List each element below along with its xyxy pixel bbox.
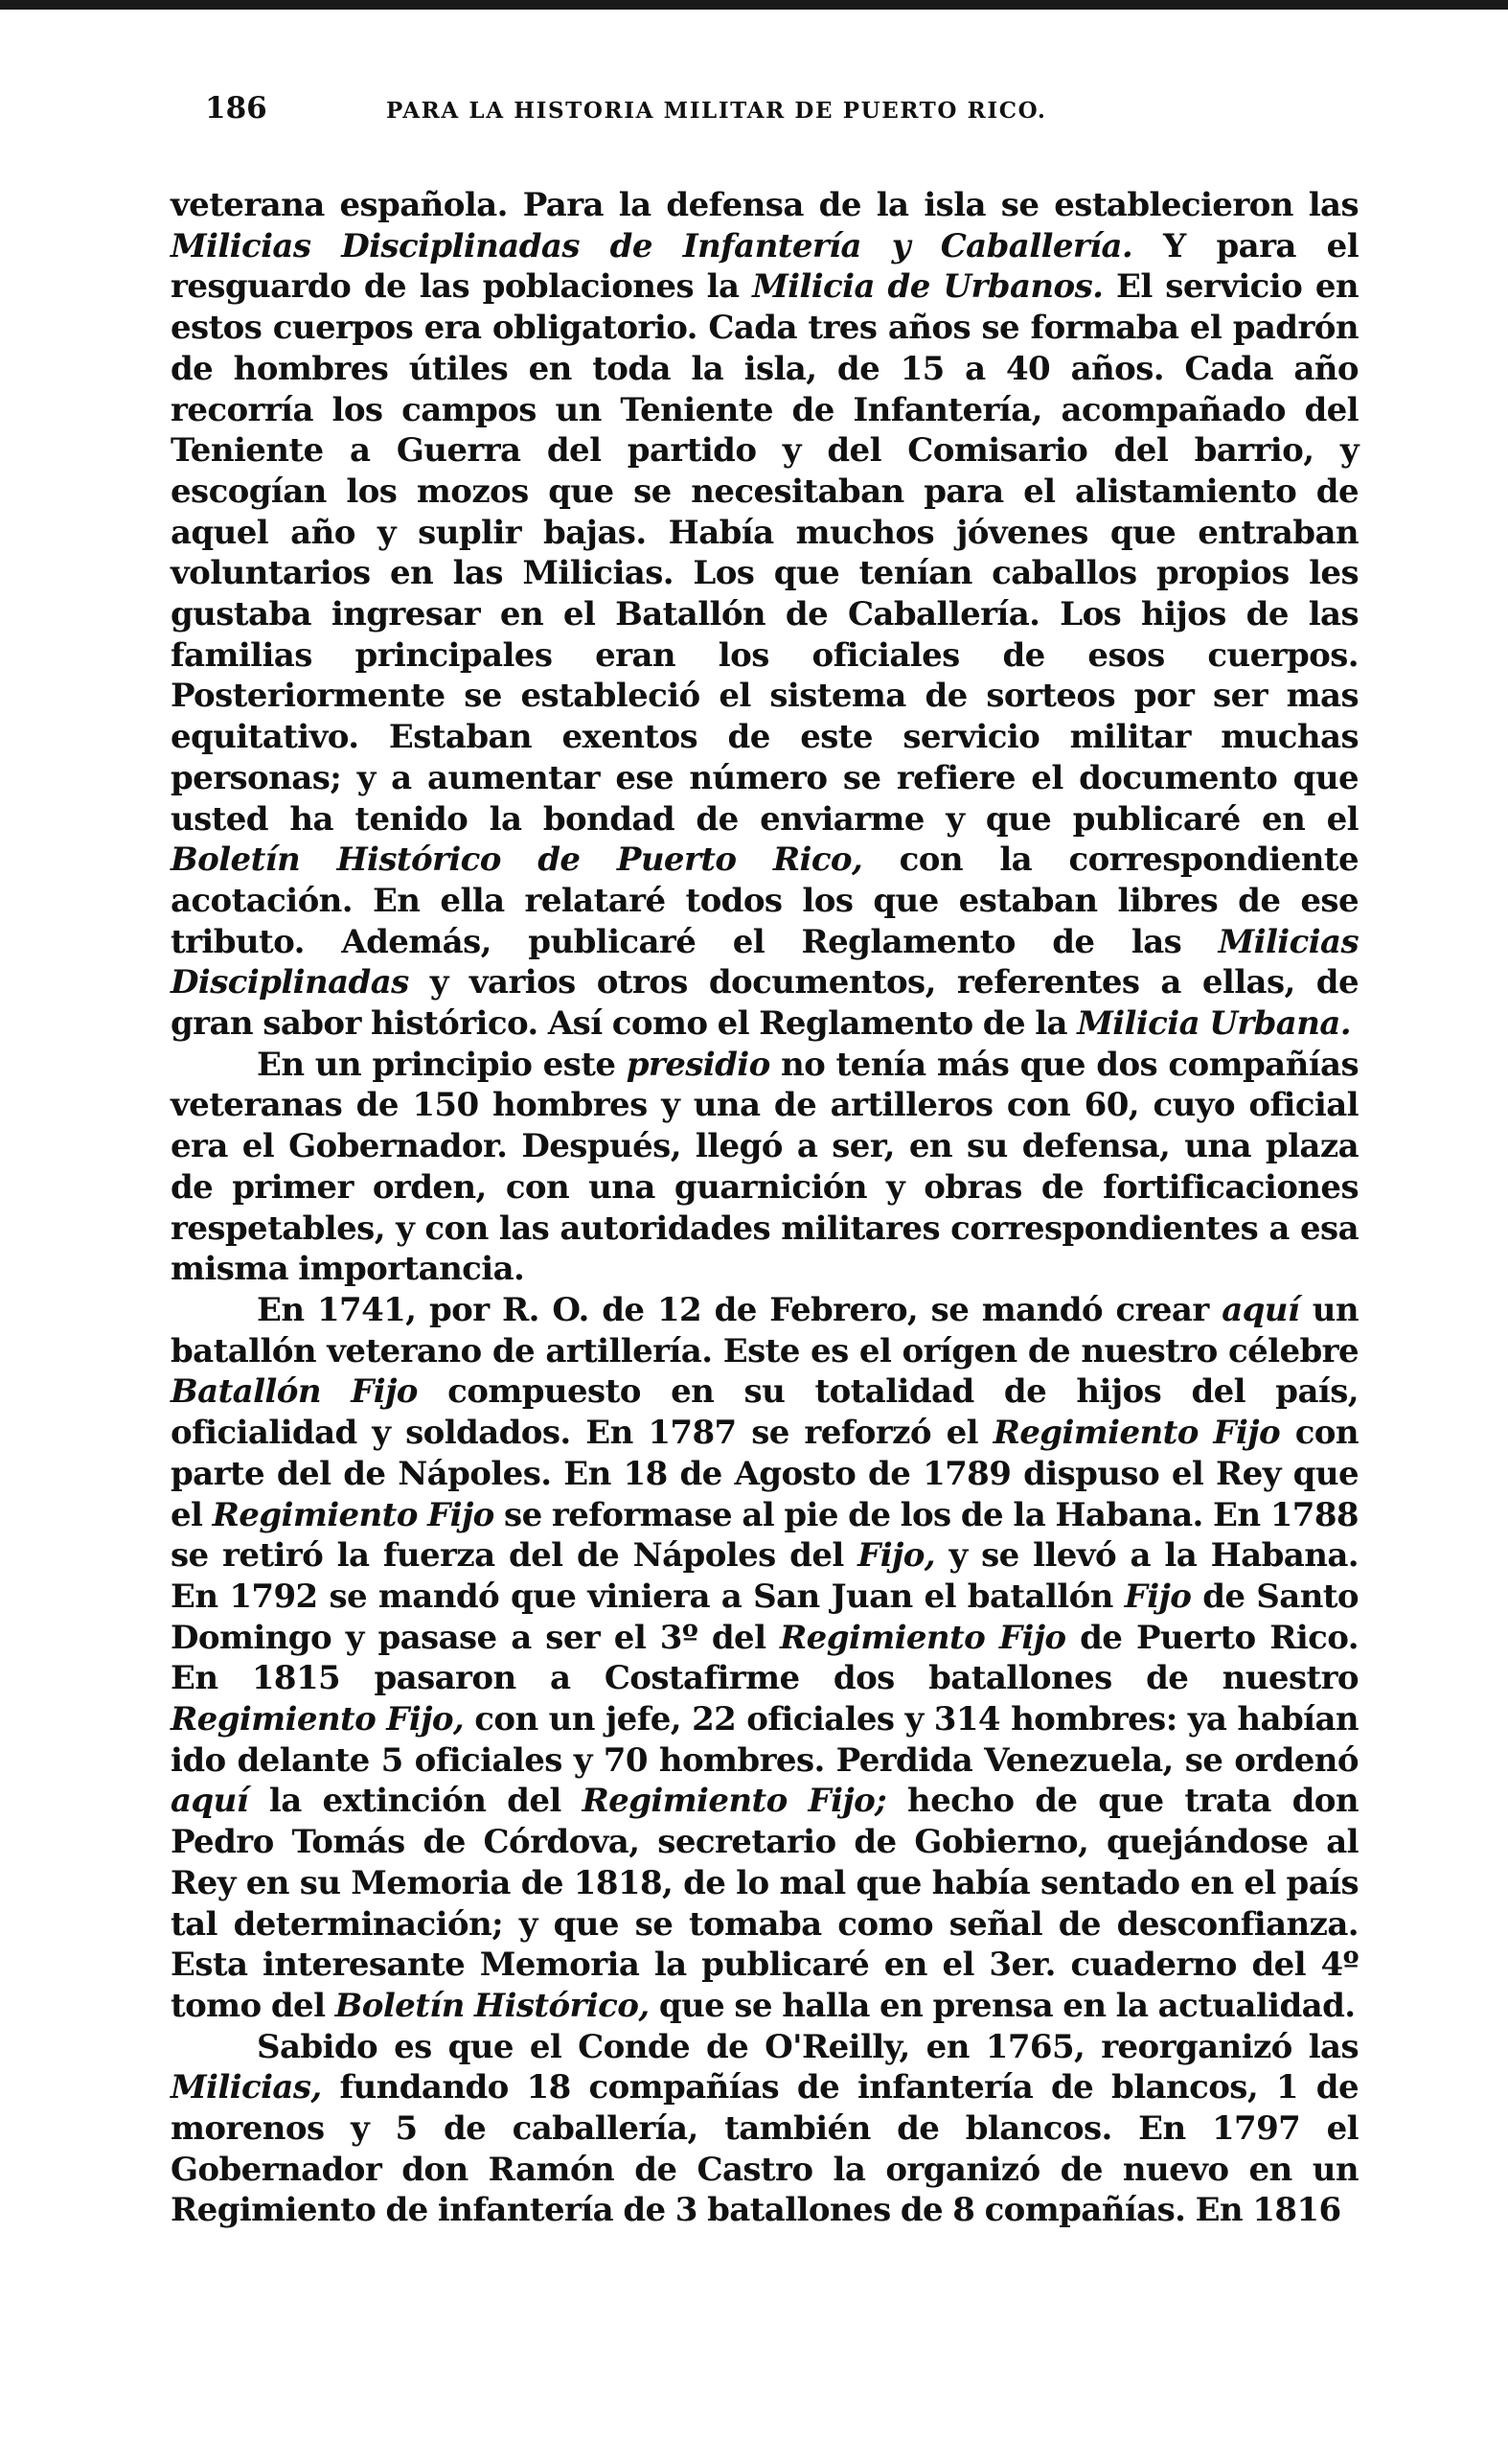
italic-text: Regimiento Fijo [212, 1495, 494, 1534]
page-number: 186 [205, 91, 267, 126]
text-run: El servicio en estos cuerpos era obligatorio. Cada tres años se formaba el padrón de hombres útiles en toda la isla, de 15 a 40 años. Cada año recorría los campos un Teniente de Infantería, acompañado del Teniente a Guerra del partido y del Comisario del barrio, y escogían los mozos que se necesitaban para el alistamiento de aquel año y suplir bajas. Había muchos jóvenes que entraban voluntarios en las Milicias. Los que tenían caballos propios les gustaba ingresar en el Batallón de Caballería. Los hijos de las familias principales eran los oficiales de esos cuerpos. Posteriormente se estableció el sistema de sorteos por ser mas equitativo. Estaban exentos de este servicio militar muchas personas; y a aumentar ese número se refiere el documento que usted ha tenido la bondad de enviarme y que publicaré en el [171, 267, 1359, 839]
page-top-edge [0, 0, 1508, 10]
italic-text: Regimiento Fijo [993, 1414, 1281, 1453]
text-run: que se halla en prensa en la actualidad. [649, 1986, 1356, 2025]
text-run: fundando 18 compañías de infantería de blancos, 1 de morenos y 5 de caballería, también de blancos. En 1797 el Gobernador don Ramón de Castro la organizó de nuevo en un Regimiento de infantería de 3 batallones de 8 compañías. En 1816 [171, 2068, 1359, 2230]
text-run: se reformase al pie de los de la Habana. En 1788 se retiró la fuerza del de Nápoles del [171, 1495, 1359, 1576]
text-run: En 1741, por R. O. de 12 de Febrero, se mandó crear [257, 1290, 1222, 1329]
text-run: Y para el resguardo de las poblaciones la [171, 226, 1359, 307]
text-run: un batallón veterano de artillería. Este es el orígen de nuestro célebre [171, 1290, 1359, 1370]
running-title: PARA LA HISTORIA MILITAR DE PUERTO RICO. [386, 98, 1047, 124]
text-run: y varios otros documentos, referentes a ellas, de gran sabor histórico. Así como el Reglamento de la [171, 963, 1359, 1044]
italic-text: Regimiento Fijo, [171, 1700, 465, 1739]
text-run: hecho de que trata don Pedro Tomás de Córdova, secretario de Gobierno, quejándose al Rey en su Memoria de 1818, de lo mal que había sentado en el país tal determinación; y que se tomaba como señal de desconfianza. Esta interesante Memoria la publicaré en el 3er. cuaderno del 4º tomo del [171, 1782, 1359, 2025]
paragraph [171, 1045, 1359, 1290]
italic-text: Milicias, [171, 2068, 322, 2107]
paragraph [171, 2027, 1359, 2232]
italic-text: Batallón Fijo [171, 1372, 418, 1412]
body-text [171, 185, 1359, 2231]
text-run: veterana española. Para la defensa de la isla se establecieron las [171, 186, 1359, 224]
italic-text: Fijo [1124, 1577, 1192, 1616]
text-run: con un jefe, 22 oficiales y 314 hombres: ya habían ido delante 5 oficiales y 70 hombres. Perdida Venezuela, se ordenó [171, 1700, 1359, 1780]
text-run: compuesto en su totalidad de hijos del país, oficialidad y soldados. En 1787 se reforzó el [171, 1372, 1359, 1453]
italic-text: Boletín Histórico, [334, 1986, 650, 2025]
paragraph [171, 185, 1359, 1045]
text-run: de Santo Domingo y pasase a ser el 3º del [171, 1577, 1359, 1657]
text-run: la extinción del [248, 1782, 583, 1821]
italic-text: aquí [1222, 1290, 1300, 1329]
book-page [171, 91, 1359, 2231]
text-run: En un principio este [257, 1045, 627, 1084]
italic-text: aquí [171, 1782, 249, 1821]
text-run: y se llevó a la Habana. En 1792 se mandó que viniera a San Juan el batallón [171, 1536, 1359, 1616]
text-run: no tenía más que dos compañías veteranas de 150 hombres y una de artilleros con 60, cuyo oficial era el Gobernador. Después, llegó a ser, en su defensa, una plaza de primer orden, con una guarnición y obras de fortificaciones respetables, y con las autoridades militares correspondientes a esa misma importancia. [171, 1045, 1359, 1289]
italic-text: presidio [626, 1045, 770, 1084]
italic-text: Milicia Urbana. [1077, 1004, 1352, 1044]
text-run: con la correspondiente acotación. En ella relataré todos los que estaban libres de ese tributo. Además, publicaré el Reglamento de las [171, 841, 1359, 961]
text-run: de Puerto Rico. En 1815 pasaron a Costafirme dos batallones de nuestro [171, 1618, 1359, 1698]
italic-text: Fijo, [857, 1536, 936, 1576]
running-header [171, 91, 1359, 149]
paragraph [171, 1290, 1359, 2027]
text-run: con parte del de Nápoles. En 18 de Agosto de 1789 dispuso el Rey que el [171, 1414, 1359, 1534]
italic-text: Milicias Disciplinadas [171, 922, 1359, 1002]
italic-text: Milicia de Urbanos. [752, 267, 1104, 307]
italic-text: Boletín Histórico de Puerto Rico, [171, 841, 863, 880]
italic-text: Regimiento Fijo [780, 1618, 1066, 1657]
italic-text: Regimiento Fijo; [582, 1782, 887, 1821]
text-run: Sabido es que el Conde de O'Reilly, en 1765, reorganizó las [257, 2027, 1359, 2066]
italic-text: Milicias Disciplinadas de Infantería y Caballería. [171, 226, 1133, 265]
